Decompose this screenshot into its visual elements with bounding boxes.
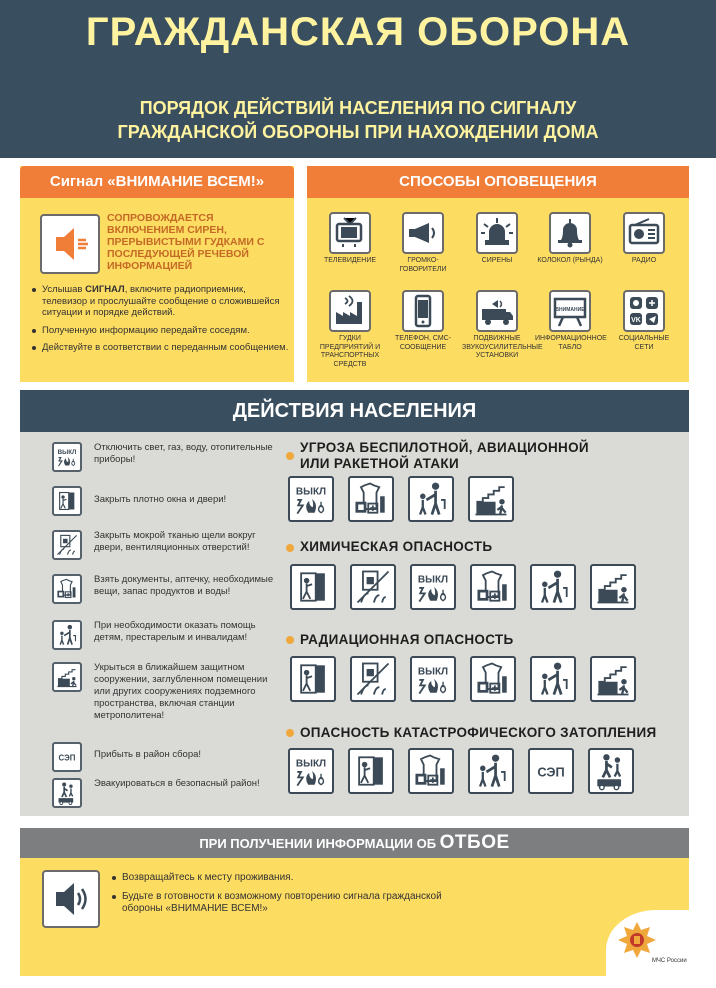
switch-off-icon [410,564,456,610]
bell-icon [549,212,591,254]
help-people-icon [52,620,82,650]
siren-icon [476,212,518,254]
subtitle-line-2: ГРАЖДАНСКОЙ ОБОРОНЫ ПРИ НАХОЖДЕНИИ ДОМА [117,122,599,142]
loudspeaker-icon [402,212,444,254]
documents-kit-icon [408,748,454,794]
method-sirens: СИРЕНЫ [462,212,532,266]
speaker-icon [40,214,100,274]
method-tv: ТЕЛЕВИДЕНИЕ [315,212,385,266]
help-people-icon [530,656,576,702]
all-clear-bullet-1: Возвращайтесь к месту проживания. [110,872,450,884]
method-loudspeakers: ГРОМКО-ГОВОРИТЕЛИ [388,212,458,274]
shelter-icon [468,476,514,522]
close-window-icon [348,748,394,794]
threat-bullet [286,544,294,552]
all-clear-title: ПРИ ПОЛУЧЕНИИ ИНФОРМАЦИИ ОБ ОТБОЕ [20,828,689,858]
signal-bullet-3: Действуйте в соответствии с переданным сообщением. [30,342,290,354]
signal-bullet-2: Полученную информацию передайте соседям. [30,325,290,337]
phone-icon [402,290,444,332]
threat-bullet [286,636,294,644]
subtitle-line-1: ПОРЯДОК ДЕЙСТВИЙ НАСЕЛЕНИЯ ПО СИГНАЛУ [139,98,577,118]
actions-title: ДЕЙСТВИЯ НАСЕЛЕНИЯ [20,390,689,432]
threat-title-attack: УГРОЗА БЕСПИЛОТНОЙ, АВИАЦИОННОЙ ИЛИ РАКЕТНОЙ АТАКИ [300,440,589,471]
close-window-icon [290,656,336,702]
emercom-logo-area [606,910,716,988]
factory-horn-icon [329,290,371,332]
emercom-caption: МЧС России [652,958,687,964]
all-clear-bullet-2: Будьте в готовности к возможному повторению сигнала гражданской обороны «ВНИМАНИЕ ВСЕМ!» [110,891,450,915]
svg-text:VK: VK [631,317,641,324]
switch-off-icon [410,656,456,702]
page-subtitle [0,96,716,144]
method-bell: КОЛОКОЛ (РЫНДА) [535,212,605,266]
tv-icon [329,212,371,254]
shelter-icon [590,656,636,702]
speaker-icon [42,870,100,928]
assembly-point-icon [528,748,574,794]
methods-title: СПОСОБЫ ОПОВЕЩЕНИЯ [307,166,689,198]
evacuation-icon [588,748,634,794]
signal-title: Сигнал «ВНИМАНИЕ ВСЕМ!» [20,166,294,198]
threat-bullet [286,729,294,737]
shelter-icon [52,662,82,692]
switch-off-icon [288,476,334,522]
threat-bullet [286,452,294,460]
help-people-icon [530,564,576,610]
signal-bullet-1: Услышав СИГНАЛ, включите радиоприемник, телевизор и прослушайте сообщение о сложившейся ситуации и порядке действий. [30,284,290,319]
switch-off-icon [52,442,82,472]
mobile-speaker-icon [476,290,518,332]
all-clear-instructions [110,872,450,922]
switch-off-icon [288,748,334,794]
assembly-point-icon [52,742,82,772]
page-title: ГРАЖДАНСКАЯ ОБОРОНА [85,10,631,54]
threat-title-chemical: ХИМИЧЕСКАЯ ОПАСНОСТЬ [300,539,493,554]
signal-description: СОПРОВОЖДАЕТСЯ ВКЛЮЧЕНИЕМ СИРЕН, ПРЕРЫВИСТЫМИ ГУДКАМИ С ПОСЛЕДУЮЩЕЙ РЕЧЕВОЙ ИНФОРМАЦИЕЙ [107,212,265,272]
all-clear-body [20,858,689,976]
documents-kit-icon [348,476,394,522]
page-header [0,0,716,158]
svg-text:ВНИМАНИЕ: ВНИМАНИЕ [555,307,585,313]
radio-icon [623,212,665,254]
population-actions-section: ДЕЙСТВИЯ НАСЕЛЕНИЯ Отключить свет, газ, воду, отопительные приборы! Закрыть плотно окна и двери! Закрыть мокрой тканью щели вокруг двери, вентиляционных отверстий! Взять документы, аптечку, необходимые вещи, запас продуктов и воды! При необходимости оказать помощь детям, престарелым и инвалидам! Укрыться в ближайшем защитном сооружении, заглубленном помещении или других сооружениях подземного пространства, включая станции метрополитена! Прибыть в район сбора! Эвакуироваться в безопасный район! УГРОЗА БЕСПИЛОТНОЙ, АВИАЦИОННОЙ ИЛИ РАКЕТНОЙ АТАКИ ХИМИЧЕСКАЯ ОПАСНОСТЬ РАДИАЦИОННАЯ ОПАСНОСТЬ ОПАСНОСТЬ КАТАСТРОФИЧЕСКОГО ЗАТОПЛЕНИЯ [20,390,689,816]
wet-cloth-icon [350,656,396,702]
threat-title-flood: ОПАСНОСТЬ КАТАСТРОФИЧЕСКОГО ЗАТОПЛЕНИЯ [300,725,657,740]
wet-cloth-icon [52,530,82,560]
social-networks-icon [623,290,665,332]
method-info-board: ВНИМАНИЕ ИНФОРМАЦИОННОЕ ТАБЛО [535,290,605,352]
all-clear-section [20,828,689,976]
signal-instructions [30,284,290,360]
method-mobile-speakers: ПОДВИЖНЫЕ ЗВУКОУСИЛИТЕЛЬНЫЕ УСТАНОВКИ [462,290,532,361]
documents-kit-icon [470,564,516,610]
threat-title-radiation: РАДИАЦИОННАЯ ОПАСНОСТЬ [300,632,514,647]
wet-cloth-icon [350,564,396,610]
documents-kit-icon [52,574,82,604]
method-radio: РАДИО [609,212,679,266]
help-people-icon [408,476,454,522]
info-board-icon [549,290,591,332]
method-social-networks: VK СОЦИАЛЬНЫЕ СЕТИ [609,290,679,352]
signal-card [20,166,294,382]
close-window-icon [290,564,336,610]
shelter-icon [590,564,636,610]
notification-methods-card [307,166,689,382]
close-window-icon [52,486,82,516]
method-factory-horns: ГУДКИ ПРЕДПРИЯТИЙ И ТРАНСПОРТНЫХ СРЕДСТВ [315,290,385,369]
help-people-icon [468,748,514,794]
method-phone-sms: ТЕЛЕФОН, СМС-СООБЩЕНИЕ [388,290,458,352]
documents-kit-icon [470,656,516,702]
evacuation-icon [52,778,82,808]
